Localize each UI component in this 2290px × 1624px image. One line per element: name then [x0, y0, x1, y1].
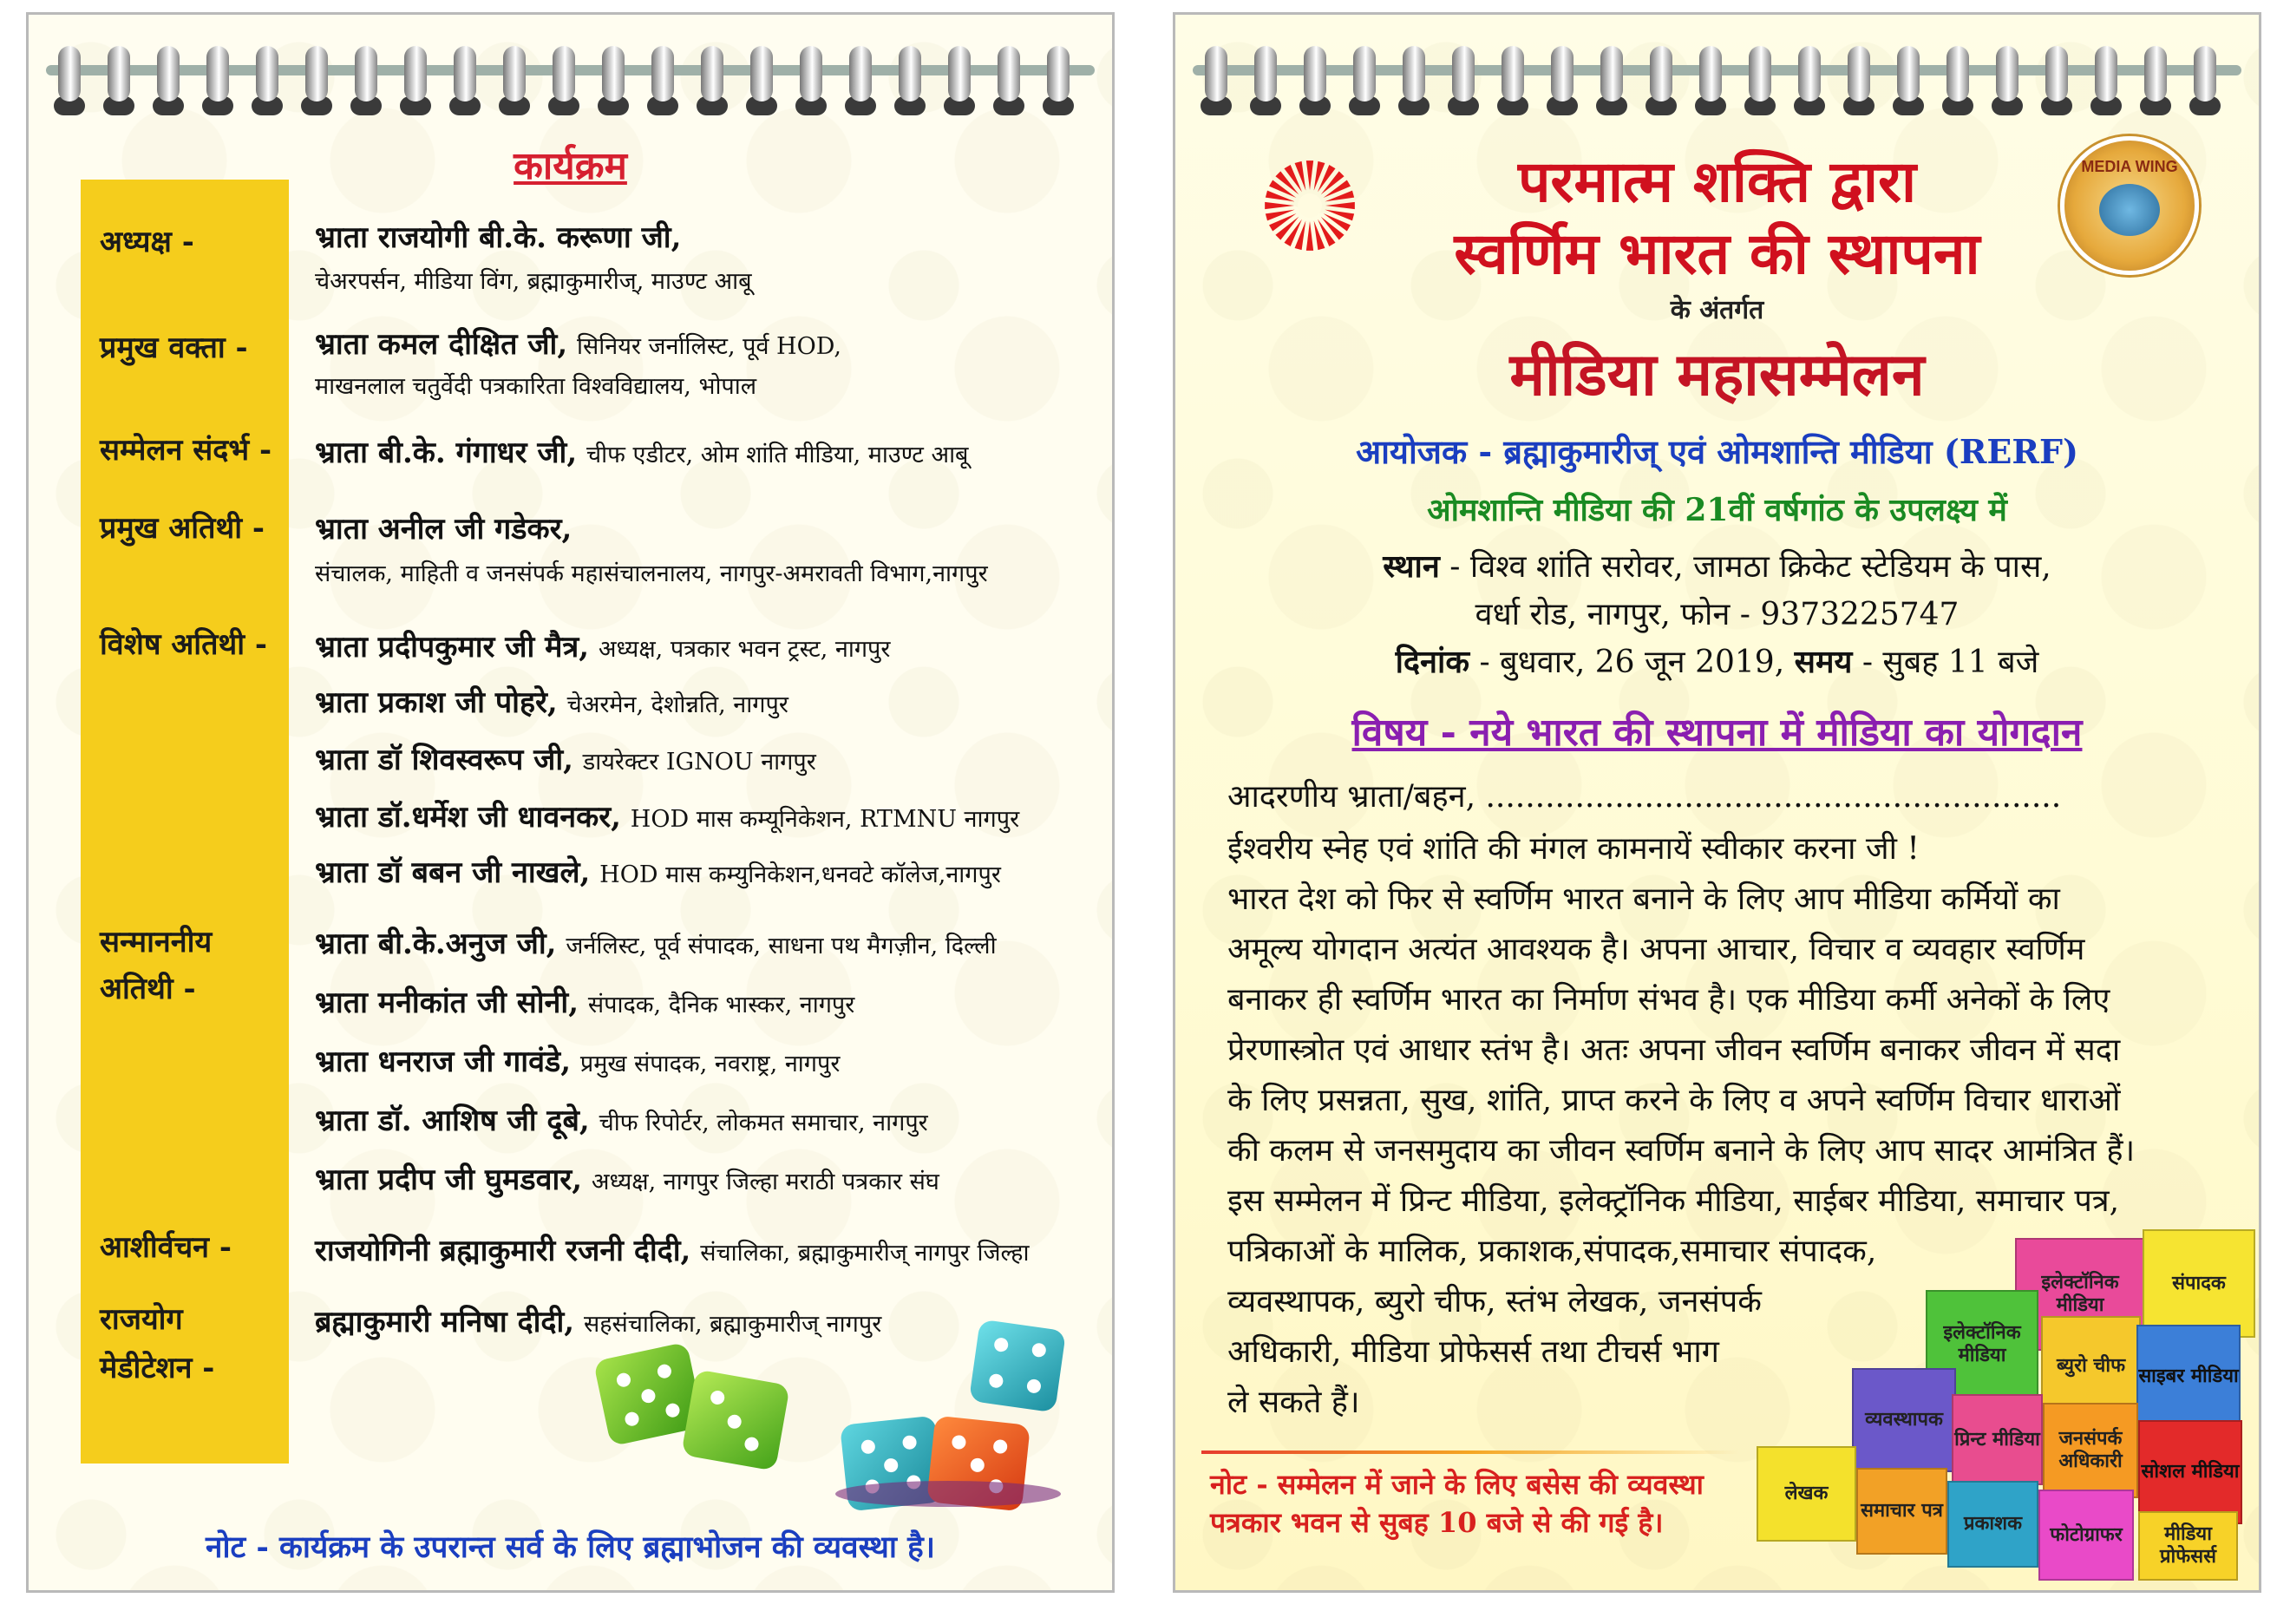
spiral-ring — [651, 46, 674, 102]
program-entry — [315, 1300, 881, 1340]
role-blessings: आशीर्वचन - — [100, 1230, 232, 1265]
organizer-line: आयोजक - ब्रह्माकुमारीज् एवं ओमशान्ति मीडिया (RERF) — [1356, 432, 2078, 471]
program-entry — [315, 431, 968, 471]
entry-name: भ्राता प्रकाश जी पोहरे, — [315, 685, 558, 720]
spiral-ring — [305, 46, 328, 102]
spiral-ring — [1403, 46, 1425, 102]
entry-description: चेअरमेन, देशोन्नति, नागपुर — [566, 691, 788, 718]
spiral-ring — [1254, 46, 1277, 102]
date-time-line — [1175, 639, 2259, 682]
entry-name: भ्राता डॉ बबन जी नाखले, — [315, 855, 591, 890]
cube-cyber-media: साइबर मीडिया — [2136, 1325, 2241, 1429]
cube-pr-officer: जनसंपर्क अधिकारी — [2043, 1403, 2138, 1498]
cube-photographer: फोटोग्राफर — [2038, 1490, 2134, 1581]
spiral-ring — [2144, 46, 2167, 102]
program-entry — [315, 323, 841, 363]
body-text-line: अधिकारी, मीडिया प्रोफेसर्स तथा टीचर्स भाग — [1227, 1334, 1719, 1370]
spiral-ring — [948, 46, 971, 102]
teal-die — [969, 1320, 1066, 1413]
entry-description: चीफ रिपोर्टर, लोकमत समाचार, नागपुर — [599, 1110, 928, 1136]
entry-name: भ्राता बी.के.अनुज जी, — [315, 927, 557, 961]
spiral-ring — [58, 46, 81, 102]
spiral-ring — [1205, 46, 1227, 102]
entry-description: सहसंचालिका, ब्रह्माकुमारीज् नागपुर — [583, 1311, 882, 1338]
spiral-ring — [1551, 46, 1574, 102]
entry-description: चीफ एडीटर, ओम शांति मीडिया, माउण्ट आबू — [586, 442, 969, 468]
spiral-ring — [701, 46, 723, 102]
body-text-line: भारत देश को फिर से स्वर्णिम भारत बनाने के लिए आप मीडिया कर्मियों का — [1227, 881, 2060, 917]
entry-description: प्रमुख संपादक, नवराष्ट्र, नागपुर — [579, 1051, 841, 1077]
spiral-ring — [1946, 46, 1969, 102]
entry-name: भ्राता प्रदीप जी घुमडवार, — [315, 1162, 583, 1197]
entry-name: भ्राता डॉ.धर्मेश जी धावनकर, — [315, 800, 621, 835]
role-chairperson: अध्यक्ष - — [100, 225, 194, 259]
program-page — [26, 12, 1115, 1593]
body-text-line: बनाकर ही स्वर्णिम भारत का निर्माण संभव है। एक मीडिया कर्मी अनेकों के लिए — [1227, 982, 2110, 1018]
headline-subtitle: के अंतर्गत — [1670, 295, 1764, 325]
entry-name: भ्राता मनीकांत जी सोनी, — [315, 986, 579, 1020]
entry-name: भ्राता बी.के. गंगाधर जी, — [315, 435, 578, 470]
spiral-ring — [1848, 46, 1870, 102]
program-entry — [315, 681, 788, 721]
spiral-ring — [2045, 46, 2068, 102]
spiral-ring — [454, 46, 476, 102]
spiral-binding — [1193, 46, 2241, 115]
program-title: कार्यक्रम — [514, 144, 627, 188]
body-text-line: व्यवस्थापक, ब्युरो चीफ, स्तंभ लेखक, जनसंपर्क — [1227, 1284, 1762, 1320]
meal-note: नोट - कार्यक्रम के उपरान्त सर्व के लिए ब्रह्माभोजन की व्यवस्था है। — [206, 1529, 935, 1565]
program-entry — [315, 1040, 840, 1080]
spiral-ring — [1749, 46, 1771, 102]
spiral-ring — [602, 46, 625, 102]
invitation-page — [1173, 12, 2261, 1593]
entry-description: सिनियर जर्नालिस्ट, पूर्व HOD, — [577, 333, 841, 360]
program-entry — [315, 1229, 1030, 1269]
body-text-line: इस सम्मेलन में प्रिन्ट मीडिया, इलेक्ट्रॉनिक मीडिया, साईबर मीडिया, समाचार पत्र, — [1227, 1183, 2120, 1219]
roles-column-bar — [81, 180, 289, 1464]
entry-description: चेअरपर्सन, मीडिया विंग, ब्रह्माकुमारीज्, माउण्ट आबू — [315, 268, 752, 295]
cube-social-media: सोशल मीडिया — [2138, 1420, 2242, 1524]
role-meditation-line1: राजयोग — [100, 1302, 183, 1337]
spiral-binding — [46, 46, 1095, 115]
entry-description: अध्यक्ष, नागपुर जिल्हा मराठी पत्रकार संघ — [591, 1169, 939, 1195]
spiral-ring — [1650, 46, 1672, 102]
entry-description: जर्नलिस्ट, पूर्व संपादक, साधना पथ मैगज़ीन, दिल्ली — [566, 933, 997, 959]
spiral-ring — [1996, 46, 2018, 102]
body-text-line: की कलम से जनसमुदाय का जीवन स्वर्णिम बनाने के लिए आप सादर आमंत्रित हैं। — [1227, 1133, 2136, 1169]
cube-bureau-chief: ब्युरो चीफ — [2041, 1316, 2141, 1416]
cube-electronic-media: इलेक्टॉनिक मीडिया — [1926, 1290, 2038, 1398]
venue-value: - विश्व शांति सरोवर, जामठा क्रिकेट स्टेडियम के पास, — [1449, 549, 2051, 585]
spiral-ring — [2194, 46, 2216, 102]
anniversary-line: ओमशान्ति मीडिया की 21वीं वर्षगांठ के उपलक्ष्य में — [1427, 492, 2007, 528]
entry-name: भ्राता कमल दीक्षित जी, — [315, 327, 568, 362]
venue-line2: वर्धा रोड, नागपुर, फोन - 9373225747 — [1475, 597, 1960, 632]
entry-description: HOD मास कम्यूनिकेशन, RTMNU नागपुर — [630, 806, 1020, 833]
dice-shadow — [835, 1481, 1061, 1507]
body-text-line: आदरणीय भ्राता/बहन, .......................................................... — [1227, 779, 2062, 815]
entry-name: भ्राता डॉ शिवस्वरूप जी, — [315, 743, 573, 777]
entry-name: ब्रह्माकुमारी मनिषा दीदी, — [315, 1305, 575, 1339]
body-text-line: के लिए प्रसन्नता, सुख, शांति, प्राप्त करने के लिए व अपने स्वर्णिम विचार धाराओं — [1227, 1083, 2121, 1118]
body-text-line: अमूल्य योगदान अत्यंत आवश्यक है। अपना आचार, विचार व व्यवहार स्वर्णिम — [1227, 932, 2085, 967]
role-chief-guest: प्रमुख अतिथी - — [100, 511, 265, 546]
body-text-line: ले सकते हैं। — [1227, 1385, 1360, 1420]
entry-name: भ्राता राजयोगी बी.के. करूणा जी, — [315, 220, 682, 255]
green-die — [681, 1369, 790, 1471]
entry-description: HOD मास कम्युनिकेशन,धनवटे कॉलेज,नागपुर — [599, 861, 1001, 888]
spiral-ring — [157, 46, 180, 102]
entry-description: संचालिका, ब्रह्माकुमारीज् नागपुर जिल्हा — [700, 1240, 1030, 1267]
role-keynote-speaker: प्रमुख वक्ता - — [100, 331, 248, 365]
entry-description: संचालक, माहिती व जनसंपर्क महासंचालनालय, नागपुर-अमरावती विभाग,नागपुर — [315, 560, 988, 587]
entry-name: भ्राता धनराज जी गावंडे, — [315, 1044, 572, 1079]
spiral-ring — [1353, 46, 1376, 102]
date-value: - बुधवार, 26 जून 2019, — [1479, 645, 1785, 680]
cube-publisher: प्रकाशक — [1947, 1481, 2038, 1568]
spiral-ring — [1047, 46, 1070, 102]
spiral-ring — [355, 46, 377, 102]
media-wing-logo-text: MEDIA WING — [2081, 158, 2178, 175]
entry-description: माखनलाल चतुर्वेदी पत्रकारिता विश्वविद्यालय, भोपाल — [315, 373, 757, 400]
spiral-ring — [899, 46, 921, 102]
program-entry — [315, 922, 997, 962]
spiral-ring — [553, 46, 575, 102]
body-text-line: प्रेरणास्त्रोत एवं आधार स्तंभ है। अतः अपना जीवन स्वर्णिम बनाकर जीवन में सदा — [1227, 1032, 2121, 1068]
entry-name: राजयोगिनी ब्रह्माकुमारी रजनी दीदी, — [315, 1234, 691, 1268]
headline-line1: परमात्म शक्ति द्वारा — [1517, 147, 1917, 215]
cube-electronic-media: इलेक्टॉनिक मीडिया — [2015, 1238, 2145, 1351]
spiral-ring — [998, 46, 1020, 102]
time-value: - सुबह 11 बजे — [1861, 645, 2039, 680]
spiral-ring — [849, 46, 872, 102]
headline-line2: स्वर्णिम भारत की स्थापना — [1454, 219, 1980, 287]
entry-name: भ्राता अनील जी गडेकर, — [315, 512, 572, 547]
role-conference-context: सम्मेलन संदर्भ - — [100, 433, 272, 468]
date-label: दिनांक — [1395, 644, 1469, 680]
program-entry — [315, 1158, 939, 1198]
body-text-line: पत्रिकाओं के मालिक, प्रकाशक,संपादक,समाचार संपादक, — [1227, 1234, 1877, 1269]
program-entry — [315, 216, 681, 256]
subject-line: विषय - नये भारत की स्थापना में मीडिया का योगदान — [1351, 710, 2083, 755]
spiral-ring — [206, 46, 229, 102]
spiral-ring — [256, 46, 278, 102]
spiral-ring — [1798, 46, 1821, 102]
role-honorable-guest-line2: अतिथी - — [100, 972, 196, 1006]
entry-name: भ्राता प्रदीपकुमार जी मैत्र, — [315, 630, 590, 665]
spiral-ring — [1452, 46, 1475, 102]
spiral-ring — [503, 46, 526, 102]
program-entry — [315, 796, 1019, 835]
cube-editor: संपादक — [2143, 1229, 2255, 1338]
cube-writer: लेखक — [1757, 1446, 1856, 1542]
program-entry — [315, 738, 816, 778]
program-entry — [315, 508, 572, 547]
body-text-line: ईश्वरीय स्नेह एवं शांति की मंगल कामनायें स्वीकार करना जी ! — [1227, 831, 1920, 867]
program-entry — [315, 1099, 928, 1139]
spiral-ring — [108, 46, 130, 102]
spiral-ring — [1600, 46, 1623, 102]
role-special-guest: विशेष अतिथी - — [100, 627, 267, 662]
cube-media-professors: मीडिया प्रोफेसर्स — [2138, 1511, 2238, 1581]
spiral-ring — [750, 46, 773, 102]
cube-newspaper: समाचार पत्र — [1856, 1468, 1947, 1555]
entry-description: अध्यक्ष, पत्रकार भवन ट्रस्ट, नागपुर — [598, 636, 891, 663]
bus-note: नोट - सम्मेलन में जाने के लिए बसेस की व्यवस्था पत्रकार भवन से सुबह 10 बजे से की गई है। — [1210, 1468, 1704, 1539]
spiral-ring — [2095, 46, 2117, 102]
venue-label: स्थान — [1383, 548, 1440, 585]
spiral-ring — [404, 46, 427, 102]
role-honorable-guest-line1: सन्माननीय — [100, 925, 213, 959]
spiral-ring — [1897, 46, 1920, 102]
spiral-ring — [1699, 46, 1722, 102]
program-entry — [315, 851, 1001, 891]
entry-description: संपादक, दैनिक भास्कर, नागपुर — [587, 992, 855, 1018]
entry-name: भ्राता डॉ. आशिष जी दूबे, — [315, 1103, 590, 1138]
role-meditation-line2: मेडीटेशन - — [100, 1351, 215, 1385]
venue-line1 — [1175, 544, 2259, 586]
spiral-ring — [1502, 46, 1524, 102]
spiral-ring — [800, 46, 822, 102]
program-entry — [315, 625, 890, 665]
time-label: समय — [1794, 644, 1853, 680]
event-title: मीडिया महासम्मेलन — [1509, 340, 1925, 409]
cube-print-media: प्रिन्ट मीडिया — [1952, 1394, 2043, 1485]
note-divider — [1201, 1450, 1739, 1454]
cube-manager: व्यवस्थापक — [1852, 1368, 1956, 1472]
spiral-ring — [1304, 46, 1326, 102]
entry-description: डायरेक्टर IGNOU नागपुर — [582, 749, 816, 776]
program-entry — [315, 981, 854, 1021]
